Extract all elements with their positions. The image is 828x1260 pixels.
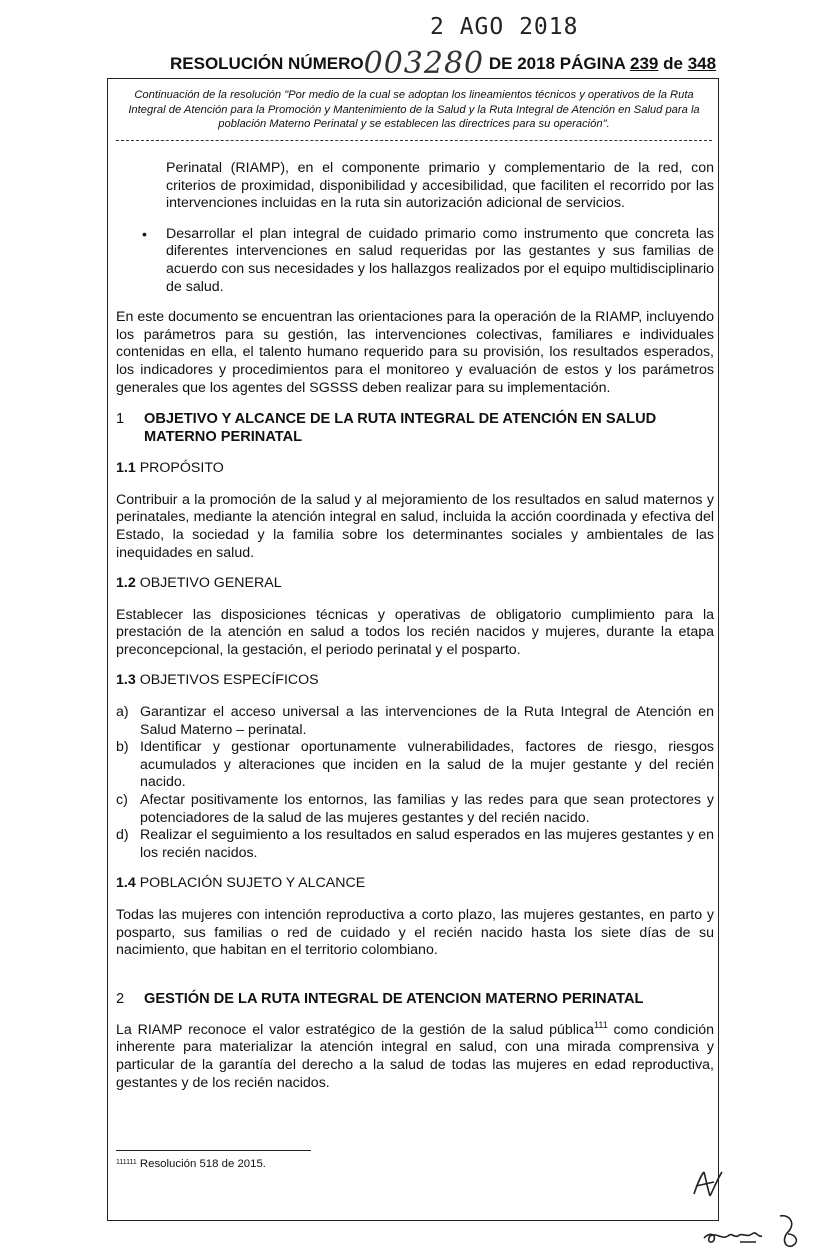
divider bbox=[116, 140, 712, 141]
bullet-item bbox=[116, 226, 714, 296]
section-2-heading bbox=[116, 990, 714, 1008]
section-2-title: GESTIÓN DE LA RUTA INTEGRAL DE ATENCION MATERNO PERINATAL bbox=[144, 990, 644, 1007]
page-total: 348 bbox=[687, 54, 717, 73]
document-body bbox=[116, 160, 714, 1105]
paragraph-intro: En este documento se encuentran las orientaciones para la operación de la RIAMP, incluyendo los parámetros para su gestión, las intervenciones colectivas, familiares e individuales contenidas en ella, el talento humano requerido para su provisión, los resultados esperados, los indicadores y procedimientos para el monitoreo y evaluación de estos y los parámetros generales que los agentes del SGSSS deben realizar para su implementación. bbox=[116, 309, 714, 396]
page-number: 239 bbox=[630, 54, 659, 73]
handwritten-signature bbox=[700, 1212, 810, 1252]
list-item-text: Realizar el seguimiento a los resultados en salud esperados en las mujeres gestantes y en los recién nacidos. bbox=[140, 827, 714, 861]
section-1-4-text: Todas las mujeres con intención reproductiva a corto plazo, las mujeres gestantes, en parto y posparto, sus familias o red de cuidado y el recién nacido hasta los siete días de su nacimiento, que habitan en el territorio colombiano. bbox=[116, 907, 714, 959]
section-1-number: 1 bbox=[116, 411, 125, 428]
bullet-icon: • bbox=[142, 225, 147, 242]
section-1-3-heading bbox=[116, 672, 714, 690]
section-2-text-b: como condición inherente para materializar la atención integral en salud, con una mirada comprensiva y particular de la garantía del derecho a la salud de todas las mujeres en edad reproductiva, gestantes y de los recién nacidos. bbox=[116, 1021, 714, 1091]
footnote-text: Resolución 518 de 2015. bbox=[136, 1158, 266, 1170]
section-1-2-heading bbox=[116, 575, 714, 593]
list-item-label: b) bbox=[116, 739, 129, 756]
list-item-text: Identificar y gestionar oportunamente vulnerabilidades, factores de riesgo, riesgos acumulados y alteraciones que inciden en la salud de la mujer gestante y del recién nacido. bbox=[140, 739, 714, 791]
list-item bbox=[116, 792, 714, 827]
page-header bbox=[170, 46, 730, 81]
section-1-2-text: Establecer las disposiciones técnicas y operativas de obligatorio cumplimiento para la prestación de la atención en salud a todos los recién nacidos y mujeres, durante la etapa preconcepcional, la gestación, el periodo perinatal y el posparto. bbox=[116, 606, 714, 658]
list-item-text: Garantizar el acceso universal a las intervenciones de la Ruta Integral de Atención en Salud Materno – perinatal. bbox=[140, 704, 714, 738]
section-1-3-number: 1.3 bbox=[116, 672, 136, 689]
section-1-2-title: OBJETIVO GENERAL bbox=[139, 575, 282, 592]
list-item-label: a) bbox=[116, 704, 129, 721]
footnote-ref: 111 bbox=[594, 1019, 608, 1030]
footnote-mark: 111111 bbox=[116, 1159, 137, 1166]
date-stamp: 2 AGO 2018 bbox=[430, 14, 579, 40]
section-1-4-heading bbox=[116, 875, 714, 893]
paragraph-continued: Perinatal (RIAMP), en el componente primario y complementario de la red, con criterios de proximidad, disponibilidad y accesibilidad, que faciliten el recorrido por las intervenciones incluidas en la ruta sin autorización adicional de servicios. bbox=[166, 160, 714, 212]
header-prefix: RESOLUCIÓN NÚMERO bbox=[170, 54, 364, 73]
resolution-number: 003280 bbox=[363, 46, 485, 81]
section-1-2-number: 1.2 bbox=[116, 575, 136, 592]
list-item-label: d) bbox=[116, 827, 129, 844]
section-1-title: OBJETIVO Y ALCANCE DE LA RUTA INTEGRAL DE ATENCIÓN EN SALUD MATERNO PERINATAL bbox=[144, 411, 657, 446]
section-1-1-heading bbox=[116, 460, 714, 478]
section-2-text-a: La RIAMP reconoce el valor estratégico de la gestión de la salud pública bbox=[116, 1021, 595, 1038]
section-1-3-title: OBJETIVOS ESPECÍFICOS bbox=[139, 672, 319, 689]
bullet-text: Desarrollar el plan integral de cuidado primario como instrumento que concreta las diferentes intervenciones en salud requeridas por las gestantes y sus familias de acuerdo con sus necesidades y los hallazgos realizados por el equipo multidisciplinario de salud. bbox=[166, 225, 714, 295]
section-1-4-number: 1.4 bbox=[116, 875, 136, 892]
continuation-note: Continuación de la resolución "Por medio de la cual se adoptan los lineamientos técnicos y operativos de la Ruta Integral de Atención para la Promoción y Mantenimiento de la Salud y la Ruta Integral de Atención en Salud para la población Materno Perinatal y se establecen las directrices para su operación". bbox=[128, 89, 700, 130]
list-item-text: Afectar positivamente los entornos, las familias y las redes para que sean protectores y potenciadores de la salud de las mujeres gestantes y del recién nacido. bbox=[140, 792, 714, 826]
list-item bbox=[116, 827, 714, 862]
section-1-1-title: PROPÓSITO bbox=[139, 460, 224, 477]
initials-signature bbox=[688, 1168, 728, 1204]
section-1-heading bbox=[116, 410, 714, 446]
section-1-1-number: 1.1 bbox=[116, 460, 136, 477]
footnote bbox=[116, 1158, 266, 1170]
list-item-label: c) bbox=[116, 792, 128, 809]
footnote-divider bbox=[116, 1150, 311, 1151]
section-1-1-text: Contribuir a la promoción de la salud y al mejoramiento de los resultados en salud maternos y perinatales, mediante la atención integral en salud, incluida la acción coordinada y efectiva del Estado, la sociedad y la familia sobre los determinantes sociales y ambientales de las inequidades en salud. bbox=[116, 491, 714, 561]
header-of: de bbox=[663, 54, 683, 73]
section-2-text bbox=[116, 1019, 714, 1092]
list-item bbox=[116, 739, 714, 792]
objectives-list bbox=[116, 704, 714, 862]
section-1-4-title: POBLACIÓN SUJETO Y ALCANCE bbox=[139, 875, 366, 892]
list-item bbox=[116, 704, 714, 739]
header-suffix: DE 2018 PÁGINA bbox=[488, 54, 626, 73]
section-2-number: 2 bbox=[116, 990, 125, 1007]
